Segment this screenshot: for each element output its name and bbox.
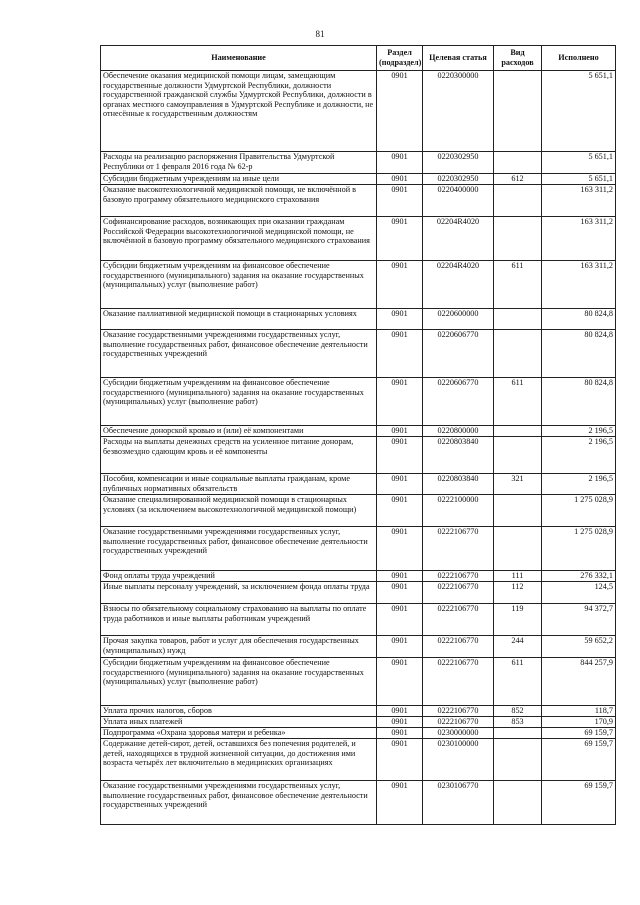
header-razdel: Раздел (подраздел) [377, 46, 423, 71]
cell-statya: 0230000000 [423, 728, 494, 739]
table-row [101, 604, 616, 636]
cell-statya: 0230100000 [423, 739, 494, 781]
cell-ispolneno: 844 257,9 [542, 658, 616, 706]
cell-vid [494, 185, 542, 217]
cell-razdel: 0901 [377, 71, 423, 152]
cell-vid: 112 [494, 582, 542, 604]
table-row [101, 378, 616, 426]
table-row [101, 185, 616, 217]
cell-ispolneno: 163 311,2 [542, 185, 616, 217]
cell-statya: 0220803840 [423, 437, 494, 474]
cell-statya: 0222106770 [423, 706, 494, 717]
cell-statya: 0220400000 [423, 185, 494, 217]
cell-name: Пособия, компенсации и иные социальные выплаты гражданам, кроме публичных нормативных обязательств [101, 474, 377, 495]
cell-name: Субсидии бюджетным учреждениям на финансовое обеспечение государственного (муниципального) задания на оказание государственных (муниципальных) услуг (выполнение работ) [101, 378, 377, 426]
cell-ispolneno: 2 196,5 [542, 474, 616, 495]
cell-name: Взносы по обязательному социальному страхованию на выплаты по оплате труда работников и иные выплаты работникам учреждений [101, 604, 377, 636]
cell-ispolneno: 69 159,7 [542, 739, 616, 781]
cell-vid [494, 330, 542, 378]
cell-statya: 0222106770 [423, 658, 494, 706]
cell-name: Подпрограмма «Охрана здоровья матери и ребенка» [101, 728, 377, 739]
table-row [101, 309, 616, 330]
cell-name: Иные выплаты персоналу учреждений, за исключением фонда оплаты труда [101, 582, 377, 604]
cell-razdel: 0901 [377, 658, 423, 706]
cell-razdel: 0901 [377, 582, 423, 604]
table-row [101, 739, 616, 781]
cell-ispolneno: 69 159,7 [542, 781, 616, 825]
cell-vid: 119 [494, 604, 542, 636]
cell-razdel: 0901 [377, 706, 423, 717]
cell-name: Уплата иных платежей [101, 717, 377, 728]
cell-ispolneno: 118,7 [542, 706, 616, 717]
cell-razdel: 0901 [377, 185, 423, 217]
cell-razdel: 0901 [377, 474, 423, 495]
cell-vid: 611 [494, 658, 542, 706]
cell-ispolneno: 163 311,2 [542, 217, 616, 261]
cell-ispolneno: 80 824,8 [542, 330, 616, 378]
cell-razdel: 0901 [377, 330, 423, 378]
cell-razdel: 0901 [377, 378, 423, 426]
cell-ispolneno: 94 372,7 [542, 604, 616, 636]
cell-statya: 0220300000 [423, 71, 494, 152]
cell-name: Фонд оплаты труда учреждений [101, 571, 377, 582]
cell-ispolneno: 2 196,5 [542, 426, 616, 437]
table-row [101, 658, 616, 706]
table-row [101, 437, 616, 474]
cell-statya: 0222106770 [423, 582, 494, 604]
cell-razdel: 0901 [377, 174, 423, 185]
table-row [101, 495, 616, 527]
cell-razdel: 0901 [377, 527, 423, 571]
cell-vid [494, 527, 542, 571]
cell-ispolneno: 170,9 [542, 717, 616, 728]
cell-name: Оказание государственными учреждениями государственных услуг, выполнение государственных работ, финансовое обеспечение деятельности государственных учреждений [101, 330, 377, 378]
header-vid: Вид расходов [494, 46, 542, 71]
cell-vid [494, 152, 542, 174]
cell-razdel: 0901 [377, 636, 423, 658]
table-row [101, 217, 616, 261]
cell-vid: 853 [494, 717, 542, 728]
table-row [101, 582, 616, 604]
cell-razdel: 0901 [377, 728, 423, 739]
table-header-row [101, 46, 616, 71]
cell-vid: 244 [494, 636, 542, 658]
cell-vid: 611 [494, 378, 542, 426]
cell-name: Обеспечение донорской кровью и (или) её компонентами [101, 426, 377, 437]
cell-ispolneno: 5 651,1 [542, 174, 616, 185]
cell-statya: 0222106770 [423, 527, 494, 571]
cell-statya: 0222100000 [423, 495, 494, 527]
cell-vid [494, 426, 542, 437]
cell-ispolneno: 5 651,1 [542, 71, 616, 152]
cell-name: Уплата прочих налогов, сборов [101, 706, 377, 717]
cell-ispolneno: 124,5 [542, 582, 616, 604]
cell-razdel: 0901 [377, 495, 423, 527]
cell-razdel: 0901 [377, 717, 423, 728]
cell-ispolneno: 69 159,7 [542, 728, 616, 739]
cell-statya: 0220302950 [423, 174, 494, 185]
cell-name: Субсидии бюджетным учреждениям на финансовое обеспечение государственного (муниципального) задания на оказание государственных (муниципальных) услуг (выполнение работ) [101, 658, 377, 706]
cell-name: Оказание паллиативной медицинской помощи в стационарных условиях [101, 309, 377, 330]
cell-ispolneno: 1 275 028,9 [542, 495, 616, 527]
cell-ispolneno: 2 196,5 [542, 437, 616, 474]
cell-razdel: 0901 [377, 604, 423, 636]
cell-vid [494, 437, 542, 474]
cell-razdel: 0901 [377, 426, 423, 437]
table-row [101, 717, 616, 728]
cell-vid [494, 739, 542, 781]
cell-name: Оказание специализированной медицинской помощи в стационарных условиях (за исключением высокотехнологичной медицинской помощи) [101, 495, 377, 527]
table-row [101, 636, 616, 658]
cell-statya: 0220800000 [423, 426, 494, 437]
cell-vid [494, 728, 542, 739]
table-row [101, 728, 616, 739]
cell-statya: 0230106770 [423, 781, 494, 825]
cell-razdel: 0901 [377, 152, 423, 174]
header-name: Наименование [101, 46, 377, 71]
cell-ispolneno: 1 275 028,9 [542, 527, 616, 571]
cell-razdel: 0901 [377, 781, 423, 825]
cell-ispolneno: 5 651,1 [542, 152, 616, 174]
cell-statya: 02204R4020 [423, 261, 494, 309]
cell-name: Софинансирование расходов, возникающих при оказании гражданам Российской Федерации высокотехнологичной медицинской помощи, не включённой в базовую программу обязательного медицинского страхования [101, 217, 377, 261]
cell-razdel: 0901 [377, 261, 423, 309]
cell-vid: 612 [494, 174, 542, 185]
table-row [101, 474, 616, 495]
table-row [101, 426, 616, 437]
cell-statya: 0222106770 [423, 604, 494, 636]
cell-statya: 0222106770 [423, 636, 494, 658]
cell-name: Оказание государственными учреждениями государственных услуг, выполнение государственных работ, финансовое обеспечение деятельности государственных учреждений [101, 527, 377, 571]
cell-statya: 0220606770 [423, 378, 494, 426]
table-row [101, 174, 616, 185]
cell-razdel: 0901 [377, 217, 423, 261]
table-row [101, 571, 616, 582]
cell-vid [494, 309, 542, 330]
cell-vid: 111 [494, 571, 542, 582]
cell-name: Содержание детей-сирот, детей, оставшихся без попечения родителей, и детей, находящихся в трудной жизненной ситуации, до достижения ими возраста четырёх лет включительно в медицинских организациях [101, 739, 377, 781]
cell-ispolneno: 276 332,1 [542, 571, 616, 582]
cell-ispolneno: 80 824,8 [542, 378, 616, 426]
table-row [101, 71, 616, 152]
cell-statya: 0220302950 [423, 152, 494, 174]
cell-statya: 0222106770 [423, 571, 494, 582]
table-row [101, 152, 616, 174]
cell-razdel: 0901 [377, 739, 423, 781]
cell-razdel: 0901 [377, 437, 423, 474]
cell-name: Прочая закупка товаров, работ и услуг для обеспечения государственных (муниципальных) нужд [101, 636, 377, 658]
cell-statya: 02204R4020 [423, 217, 494, 261]
cell-vid: 321 [494, 474, 542, 495]
table-row [101, 527, 616, 571]
cell-vid [494, 71, 542, 152]
cell-statya: 0222106770 [423, 717, 494, 728]
cell-vid: 852 [494, 706, 542, 717]
header-ispolneno: Исполнено [542, 46, 616, 71]
header-statya: Целевая статья [423, 46, 494, 71]
cell-ispolneno: 59 652,2 [542, 636, 616, 658]
cell-vid [494, 217, 542, 261]
cell-name: Обеспечение оказания медицинской помощи лицам, замещающим государственные должности Удмуртской Республики, должности государственной гражданской службы Удмуртской Республики, должности в органах местного самоуправления в Удмуртской Республике и должности, не отнесённые к государственным должностям [101, 71, 377, 152]
cell-ispolneno: 163 311,2 [542, 261, 616, 309]
cell-razdel: 0901 [377, 571, 423, 582]
cell-name: Субсидии бюджетным учреждениям на финансовое обеспечение государственного (муниципального) задания на оказание государственных (муниципальных) услуг (выполнение работ) [101, 261, 377, 309]
cell-vid [494, 495, 542, 527]
budget-table [100, 45, 616, 825]
cell-name: Оказание высокотехнологичной медицинской помощи, не включённой в базовую программу обязательного медицинского страхования [101, 185, 377, 217]
cell-statya: 0220600000 [423, 309, 494, 330]
cell-name: Субсидии бюджетным учреждениям на иные цели [101, 174, 377, 185]
cell-name: Оказание государственными учреждениями государственных услуг, выполнение государственных работ, финансовое обеспечение деятельности государственных учреждений [101, 781, 377, 825]
cell-name: Расходы на реализацию распоряжения Правительства Удмуртской Республики от 1 февраля 2016 года № 62-р [101, 152, 377, 174]
table-row [101, 261, 616, 309]
cell-name: Расходы на выплаты денежных средств на усиленное питание донорам, безвозмездно сдающим кровь и её компоненты [101, 437, 377, 474]
table-row [101, 706, 616, 717]
cell-statya: 0220803840 [423, 474, 494, 495]
table-row [101, 781, 616, 825]
cell-vid [494, 781, 542, 825]
cell-vid: 611 [494, 261, 542, 309]
cell-statya: 0220606770 [423, 330, 494, 378]
cell-ispolneno: 80 824,8 [542, 309, 616, 330]
table-row [101, 330, 616, 378]
page-number: 81 [315, 29, 325, 39]
cell-razdel: 0901 [377, 309, 423, 330]
